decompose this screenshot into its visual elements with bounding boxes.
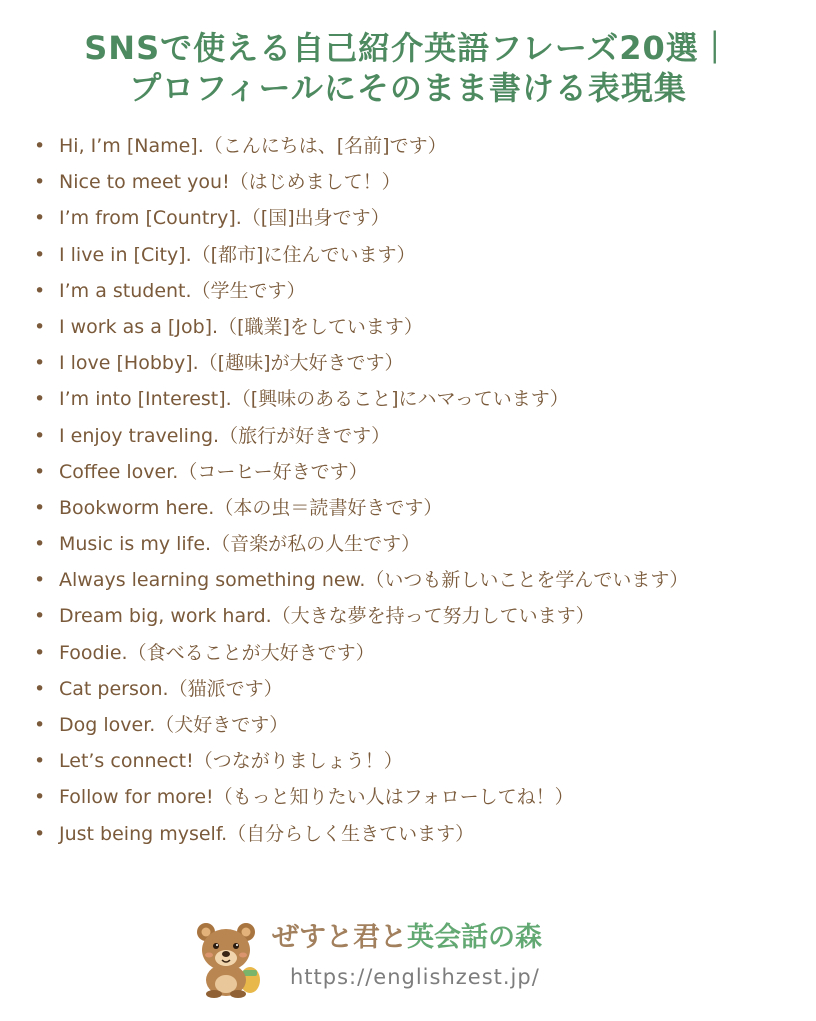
- bullet-icon: •: [34, 677, 46, 700]
- phrase-list: [34, 136, 774, 860]
- list-item: [34, 824, 774, 845]
- bullet-icon: •: [34, 315, 46, 338]
- phrase-text: I work as a [Job].（[職業]をしています）: [59, 315, 423, 338]
- list-item: [34, 317, 774, 338]
- phrase-text: Cat person.（猫派です）: [59, 677, 283, 700]
- title-line-2: プロフィールにそのまま書ける表現集: [129, 69, 687, 107]
- phrase-text: Follow for more!（もっと知りたい人はフォローしてね！）: [59, 786, 574, 809]
- list-item: [34, 281, 774, 302]
- phrase-text: I’m a student.（学生です）: [59, 279, 306, 302]
- list-item: [34, 787, 774, 808]
- phrase-text: Music is my life.（音楽が私の人生です）: [59, 533, 421, 556]
- bullet-icon: •: [34, 424, 46, 447]
- list-item: [34, 389, 774, 410]
- bullet-icon: •: [34, 243, 46, 266]
- phrase-text: Always learning something new.（いつも新しいことを学んでいます）: [59, 569, 689, 592]
- list-item: [34, 462, 774, 483]
- bullet-icon: •: [34, 605, 46, 628]
- bear-mascot-icon: [194, 918, 262, 998]
- bullet-icon: •: [34, 388, 46, 411]
- phrase-text: Dream big, work hard.（大きな夢を持って努力しています）: [59, 605, 595, 628]
- phrase-text: Foodie.（食べることが大好きです）: [59, 641, 375, 664]
- bullet-icon: •: [34, 496, 46, 519]
- list-item: [34, 208, 774, 229]
- list-item: [34, 353, 774, 374]
- list-item: [34, 606, 774, 627]
- bullet-icon: •: [34, 533, 46, 556]
- bullet-icon: •: [34, 279, 46, 302]
- bullet-icon: •: [34, 171, 46, 194]
- brand-name-part-2: 英会話の森: [407, 922, 542, 953]
- bullet-icon: •: [34, 460, 46, 483]
- list-item: [34, 136, 774, 157]
- bullet-icon: •: [34, 786, 46, 809]
- phrase-text: Nice to meet you!（はじめまして！）: [59, 171, 401, 194]
- phrase-text: I’m into [Interest].（[興味のあること]にハマっています）: [59, 388, 569, 411]
- bullet-icon: •: [34, 750, 46, 773]
- page-title: [0, 28, 816, 108]
- title-line-1: SNSで使える自己紹介英語フレーズ20選｜: [84, 29, 732, 67]
- phrase-text: I’m from [Country].（[国]出身です）: [59, 207, 390, 230]
- list-item: [34, 534, 774, 555]
- site-url[interactable]: https://englishzest.jp/: [290, 965, 540, 989]
- list-item: [34, 172, 774, 193]
- bullet-icon: •: [34, 569, 46, 592]
- phrase-text: Just being myself.（自分らしく生きています）: [59, 822, 475, 845]
- list-item: [34, 679, 774, 700]
- bullet-icon: •: [34, 352, 46, 375]
- phrase-text: Hi, I’m [Name].（こんにちは、[名前]です）: [59, 135, 447, 157]
- phrase-text: Bookworm here.（本の虫＝読書好きです）: [59, 496, 443, 519]
- list-item: [34, 715, 774, 736]
- phrase-text: I enjoy traveling.（旅行が好きです）: [59, 424, 391, 447]
- phrase-text: Coffee lover.（コーヒー好きです）: [59, 460, 368, 483]
- list-item: [34, 498, 774, 519]
- bullet-icon: •: [34, 641, 46, 664]
- list-item: [34, 426, 774, 447]
- list-item: [34, 643, 774, 664]
- phrase-text: I live in [City].（[都市]に住んでいます）: [59, 243, 416, 266]
- bullet-icon: •: [34, 714, 46, 736]
- brand-name: [272, 921, 542, 955]
- phrase-text: I love [Hobby].（[趣味]が大好きです）: [59, 352, 404, 375]
- phrase-text: Let’s connect!（つながりましょう！）: [59, 750, 403, 773]
- brand-name-part-1: ぜすと君と: [272, 922, 407, 953]
- bullet-icon: •: [34, 135, 46, 157]
- list-item: [34, 751, 774, 772]
- list-item: [34, 570, 774, 591]
- bullet-icon: •: [34, 207, 46, 230]
- bullet-icon: •: [34, 822, 46, 845]
- phrase-text: Dog lover.（犬好きです）: [59, 714, 289, 736]
- list-item: [34, 245, 774, 266]
- footer: [0, 915, 816, 1005]
